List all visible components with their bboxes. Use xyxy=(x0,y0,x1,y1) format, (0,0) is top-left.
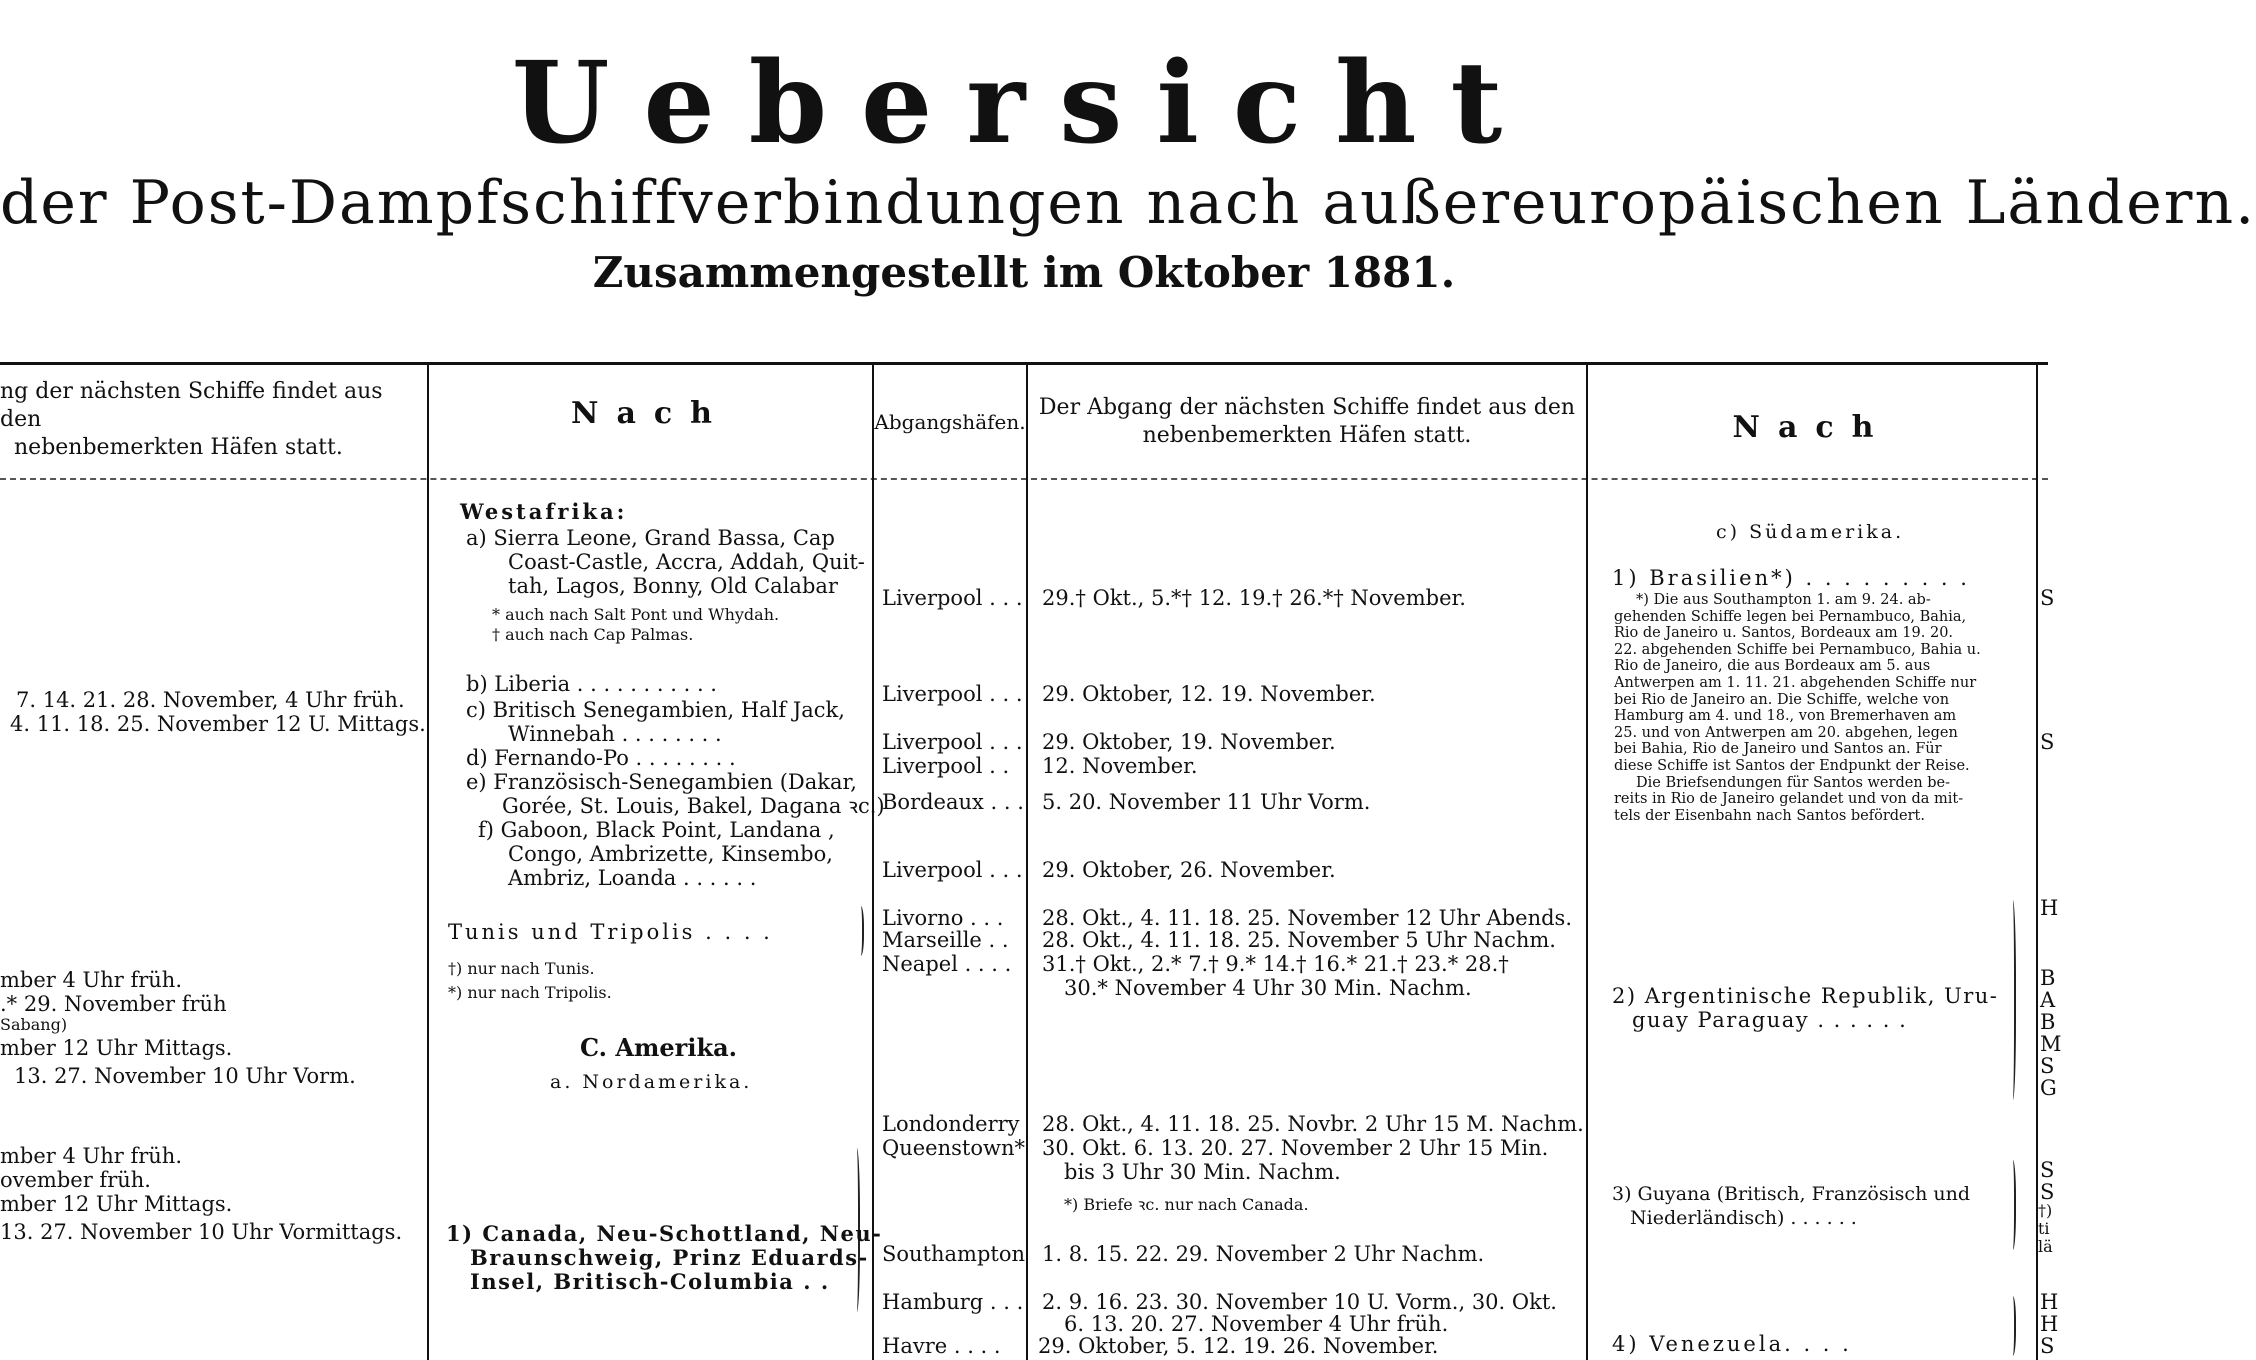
westafrika-a-line: tah, Lagos, Bonny, Old Calabar xyxy=(508,574,838,598)
edge-fragment: S xyxy=(2040,586,2055,610)
departure-entry: 12. November. xyxy=(1042,754,1198,778)
note-line: tels der Eisenbahn nach Santos befördert. xyxy=(1614,807,1925,824)
departure-entry: bis 3 Uhr 30 Min. Nachm. xyxy=(1064,1160,1341,1184)
suedamerika-heading: c) Südamerika. xyxy=(1716,521,1905,543)
venezuela: 4) Venezuela. . . . xyxy=(1612,1332,1852,1356)
left-entry: ovember früh. xyxy=(0,1168,151,1192)
left-entry: 7. 14. 21. 28. November, 4 Uhr früh. xyxy=(16,688,405,712)
edge-fragment: H xyxy=(2040,1290,2059,1314)
left-entry: mber 4 Uhr früh. xyxy=(0,1144,183,1168)
left-entry: 4. 11. 18. 25. November 12 U. Mittags. xyxy=(10,712,426,736)
left-entry: mber 4 Uhr früh. xyxy=(0,968,183,992)
argentinien-line: guay Paraguay . . . . . . xyxy=(1632,1008,1908,1032)
port: Bordeaux . . . xyxy=(882,790,1024,814)
departure-entry: 31.† Okt., 2.* 7.† 9.* 14.† 16.* 21.† 23.* 28.† xyxy=(1042,952,1509,976)
port: Neapel . . . . xyxy=(882,952,1012,976)
compiled-date: Zusammengestellt im Oktober 1881. xyxy=(592,248,1456,297)
gaboon-line: f) Gaboon, Black Point, Landana , xyxy=(478,818,835,842)
amerika-heading: C. Amerika. xyxy=(580,1033,737,1062)
column-rule-2 xyxy=(872,362,874,1360)
departure-entry: 29.† Okt., 5.*† 12. 19.† 26.*† November. xyxy=(1042,586,1466,610)
page-subtitle: der Post-Dampfschiffverbindungen nach außereuropäischen Ländern. xyxy=(0,168,2256,238)
departure-entry: 28. Okt., 4. 11. 18. 25. November 5 Uhr Nachm. xyxy=(1042,928,1556,952)
venezuela-brace xyxy=(2008,1296,2016,1356)
note-line: Die Briefsendungen für Santos werden be- xyxy=(1636,774,1951,791)
departure-entry: 30.* November 4 Uhr 30 Min. Nachm. xyxy=(1064,976,1472,1000)
senegambien-line: c) Britisch Senegambien, Half Jack, xyxy=(466,698,845,722)
edge-fragment: B xyxy=(2040,1010,2056,1034)
tunis-brace xyxy=(856,906,864,956)
departure-entry: 28. Okt., 4. 11. 18. 25. Novbr. 2 Uhr 15 M. Nachm. xyxy=(1042,1112,1584,1136)
note-line: Antwerpen am 1. 11. 21. abgehenden Schiffe nur xyxy=(1614,674,1977,691)
guyana-line: 3) Guyana (Britisch, Französisch und xyxy=(1612,1183,1970,1205)
header-nach-right: Nach xyxy=(1732,410,1892,445)
gaboon-line: Congo, Ambrizette, Kinsembo, xyxy=(508,842,833,866)
departure-entry: 2. 9. 16. 23. 30. November 10 U. Vorm., 30. Okt. xyxy=(1042,1290,1557,1314)
guyana-line: Niederländisch) . . . . . . xyxy=(1630,1207,1857,1229)
port: Southampton xyxy=(882,1242,1026,1266)
left-entry: 13. 27. November 10 Uhr Vorm. xyxy=(14,1064,356,1088)
departure-note: *) Briefe ꝛc. nur nach Canada. xyxy=(1064,1195,1309,1214)
edge-fragment: S xyxy=(2040,730,2055,754)
edge-fragment: ti xyxy=(2038,1219,2050,1238)
departure-entry: 30. Okt. 6. 13. 20. 27. November 2 Uhr 15 Min. xyxy=(1042,1136,1549,1160)
edge-fragment: H xyxy=(2040,896,2059,920)
westafrika-a-line: a) Sierra Leone, Grand Bassa, Cap xyxy=(466,526,835,550)
note-line: Rio de Janeiro, die aus Bordeaux am 5. aus xyxy=(1614,658,1931,675)
port: Liverpool . . . xyxy=(882,858,1023,882)
argentinien-brace xyxy=(2008,900,2016,1100)
port: Liverpool . . . xyxy=(882,682,1023,706)
brasilien: 1) Brasilien*) . . . . . . . . . xyxy=(1612,566,1970,590)
header-line: ng der nächsten Schiffe findet aus den xyxy=(0,379,383,432)
column-rule-4 xyxy=(1586,362,1588,1360)
edge-fragment: S xyxy=(2040,1180,2055,1204)
header-line: Der Abgang der nächsten Schiffe findet aus den xyxy=(1038,395,1576,420)
franz-senegambien-line: e) Französisch-Senegambien (Dakar, xyxy=(466,770,857,794)
tunis-note: †) nur nach Tunis. xyxy=(448,959,595,978)
edge-fragment: S xyxy=(2040,1158,2055,1182)
note-line: 25. und von Antwerpen am 20. abgehen, legen xyxy=(1614,724,1958,741)
port: Liverpool . . . xyxy=(882,730,1023,754)
left-entry: 13. 27. November 10 Uhr Vormittags. xyxy=(0,1220,403,1244)
note-line: reits in Rio de Janeiro gelandet und von da mit- xyxy=(1614,791,1964,808)
header-ports: Abgangshäfen. xyxy=(874,410,1026,434)
port: Liverpool . . . xyxy=(882,586,1023,610)
port: Liverpool . . xyxy=(882,754,1010,778)
edge-fragment: †) xyxy=(2038,1201,2053,1220)
header-line: nebenbemerkten Häfen statt. xyxy=(1142,423,1472,448)
tripolis-note: *) nur nach Tripolis. xyxy=(448,983,612,1002)
left-entry: mber 12 Uhr Mittags. xyxy=(0,1192,233,1216)
page-title: Uebersicht xyxy=(511,38,1537,169)
note-line: bei Bahia, Rio de Janeiro und Santos an. Für xyxy=(1614,741,1942,758)
port: Marseille . . xyxy=(882,928,1009,952)
gaboon-line: Ambriz, Loanda . . . . . . xyxy=(508,866,757,890)
edge-fragment: S xyxy=(2040,1054,2055,1078)
left-entry: .* 29. November früh xyxy=(0,992,227,1016)
edge-fragment: S xyxy=(2040,1334,2055,1358)
departure-entry: 29. Oktober, 19. November. xyxy=(1042,730,1336,754)
departure-entry: 1. 8. 15. 22. 29. November 2 Uhr Nachm. xyxy=(1042,1242,1485,1266)
port: Havre . . . . xyxy=(882,1334,1001,1358)
brasilien-note xyxy=(1614,592,1981,824)
note-line: 22. abgehenden Schiffe bei Pernambuco, Bahia u. xyxy=(1614,641,1981,658)
westafrika-note-dagger: † auch nach Cap Palmas. xyxy=(492,625,694,644)
westafrika-heading: Westafrika: xyxy=(460,499,628,524)
departure-entry: 5. 20. November 11 Uhr Vorm. xyxy=(1042,790,1371,814)
edge-fragment: B xyxy=(2040,966,2056,990)
port: Livorno . . . xyxy=(882,906,1004,930)
edge-fragment: H xyxy=(2040,1312,2059,1336)
note-line: Rio de Janeiro u. Santos, Bordeaux am 19. 20. xyxy=(1614,625,1954,642)
canada-line: Braunschweig, Prinz Eduards- xyxy=(470,1245,869,1270)
note-line: gehenden Schiffe legen bei Pernambuco, Bahia, xyxy=(1614,608,1967,625)
canada-line: Insel, Britisch-Columbia . . xyxy=(470,1269,830,1294)
edge-fragment: M xyxy=(2040,1032,2062,1056)
port: Queenstown* xyxy=(882,1136,1025,1160)
header-left-departure xyxy=(0,378,427,462)
port: Hamburg . . . xyxy=(882,1290,1024,1314)
table-top-rule xyxy=(0,362,2048,365)
senegambien-line: Winnebah . . . . . . . . xyxy=(508,722,722,746)
departure-entry: 29. Oktober, 5. 12. 19. 26. November. xyxy=(1038,1334,1439,1358)
port: Londonderry xyxy=(882,1112,1020,1136)
argentinien-line: 2) Argentinische Republik, Uru- xyxy=(1612,984,1999,1008)
header-nach: Nach xyxy=(571,396,730,431)
edge-fragment: lä xyxy=(2038,1237,2053,1256)
column-rule-1 xyxy=(427,362,429,1360)
departure-entry: 28. Okt., 4. 11. 18. 25. November 12 Uhr Abends. xyxy=(1042,906,1573,930)
note-line: Hamburg am 4. und 18., von Bremerhaven am xyxy=(1614,708,1957,725)
departure-entry: 29. Oktober, 26. November. xyxy=(1042,858,1336,882)
liberia: b) Liberia . . . . . . . . . . . xyxy=(466,672,717,696)
header-line: nebenbemerkten Häfen statt. xyxy=(14,435,343,460)
header-divider xyxy=(0,478,2048,480)
nordamerika-heading: a. Nordamerika. xyxy=(550,1071,753,1093)
fernando-po: d) Fernando-Po . . . . . . . . xyxy=(466,746,736,770)
edge-fragment: A xyxy=(2040,988,2056,1012)
guyana-brace xyxy=(2008,1160,2016,1250)
departure-entry: 29. Oktober, 12. 19. November. xyxy=(1042,682,1376,706)
edge-fragment: G xyxy=(2040,1076,2057,1100)
westafrika-note-star: * auch nach Salt Pont und Whydah. xyxy=(492,605,780,624)
left-entry: Sabang) xyxy=(0,1015,68,1034)
column-rule-3 xyxy=(1026,362,1028,1360)
note-line: diese Schiffe ist Santos der Endpunkt der Reise. xyxy=(1614,757,1970,774)
note-line: bei Rio de Janeiro an. Die Schiffe, welche von xyxy=(1614,691,1950,708)
departure-entry: 6. 13. 20. 27. November 4 Uhr früh. xyxy=(1064,1312,1449,1336)
left-entry: mber 12 Uhr Mittags. xyxy=(0,1036,233,1060)
franz-senegambien-line: Gorée, St. Louis, Bakel, Dagana ꝛc.) xyxy=(502,794,885,818)
canada-line: 1) Canada, Neu-Schottland, Neu- xyxy=(446,1221,883,1246)
header-departure xyxy=(1028,394,1586,450)
note-line: *) Die aus Southampton 1. am 9. 24. ab- xyxy=(1636,592,1931,608)
westafrika-a-line: Coast-Castle, Accra, Addah, Quit- xyxy=(508,550,865,574)
tunis-tripolis: Tunis und Tripolis . . . . xyxy=(448,920,773,944)
